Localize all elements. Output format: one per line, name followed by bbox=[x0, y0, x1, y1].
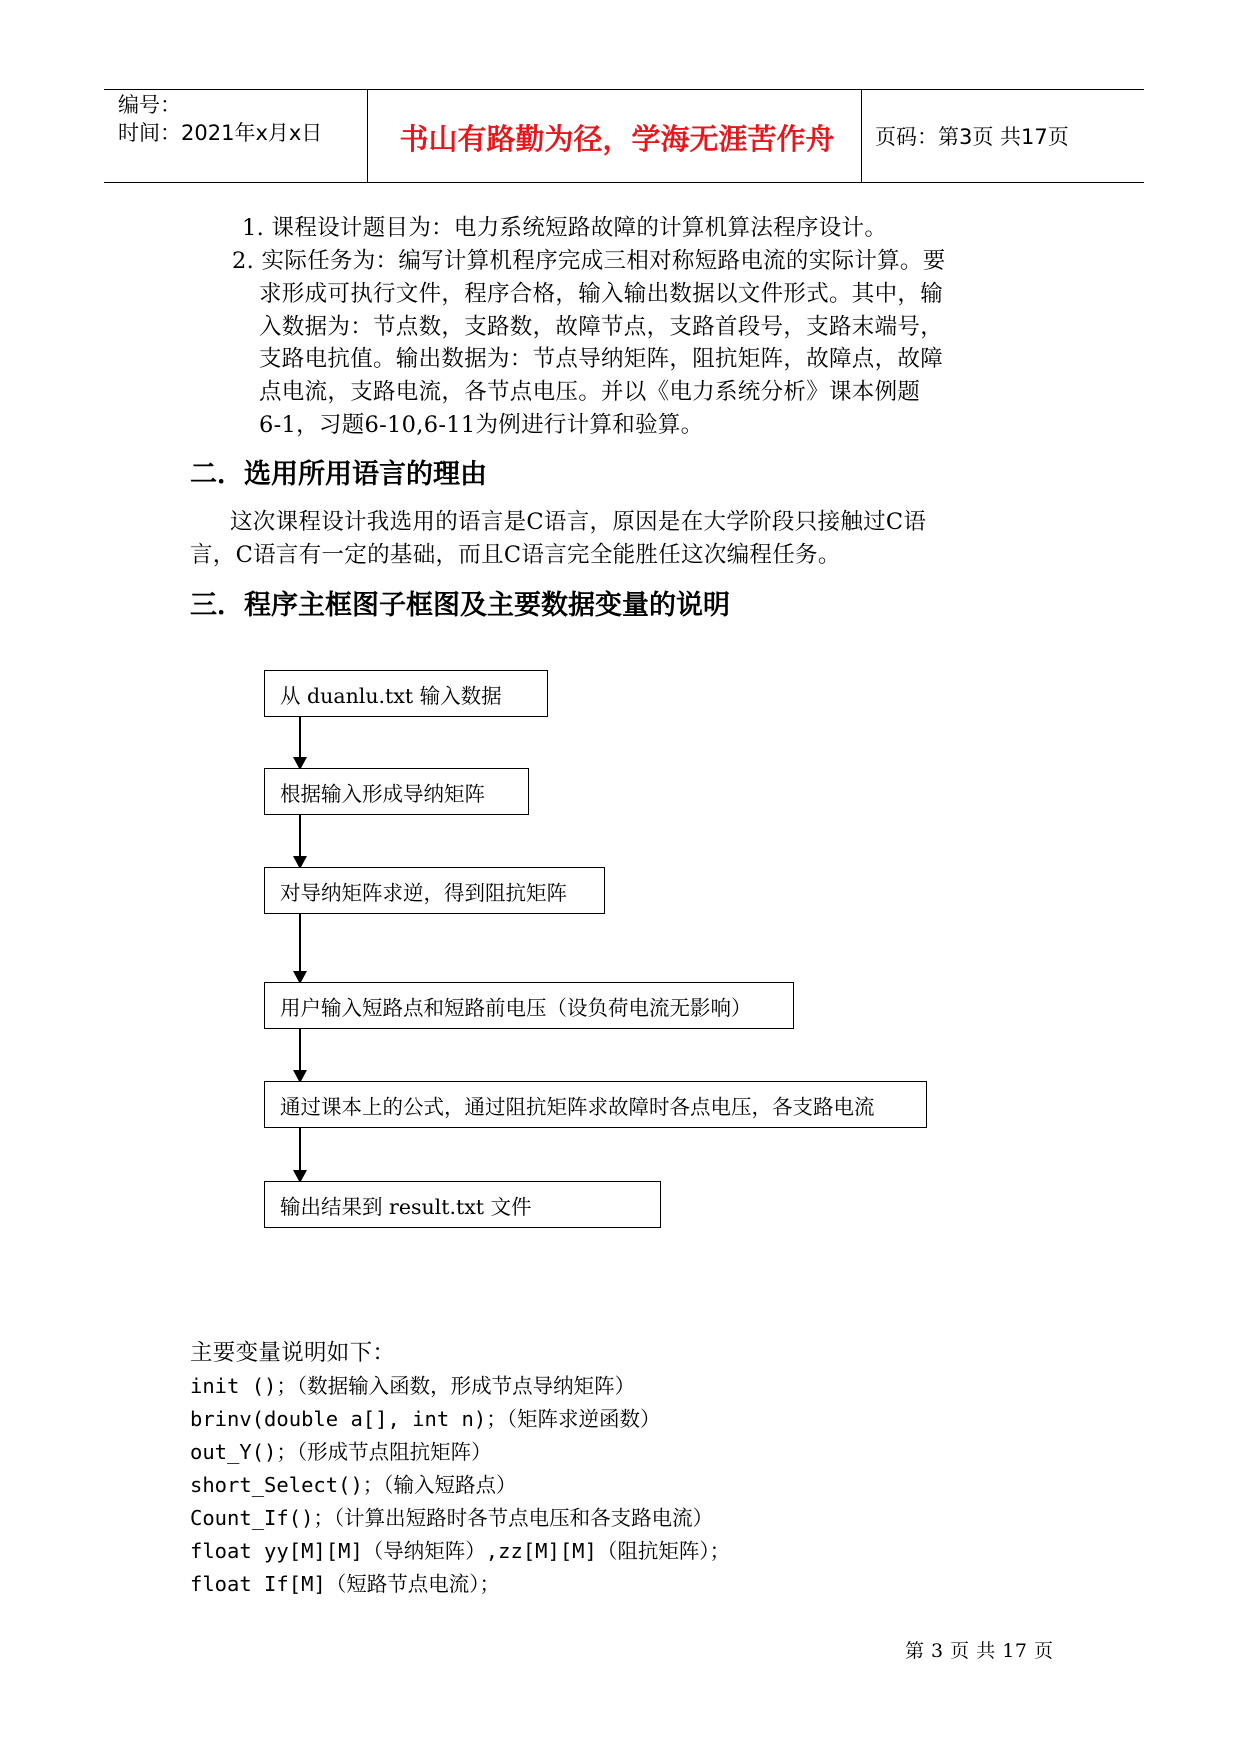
variable-line: out_Y()；（形成节点阻抗矩阵） bbox=[190, 1440, 492, 1464]
flowchart-step-1: 从 duanlu.txt 输入数据 bbox=[264, 670, 548, 717]
section-3-title: 三．程序主框图子框图及主要数据变量的说明 bbox=[190, 590, 730, 621]
variable-line: float yy[M][M]（导纳矩阵）,zz[M][M]（阻抗矩阵）； bbox=[190, 1539, 731, 1563]
intro-item-2-line: 入数据为：节点数，支路数，故障节点，支路首段号，支路末端号， bbox=[259, 314, 944, 340]
section-2-title: 二．选用所用语言的理由 bbox=[190, 459, 487, 490]
variable-line: brinv(double a[], int n)；（矩阵求逆函数） bbox=[190, 1407, 661, 1431]
header-top-border bbox=[104, 89, 1144, 90]
section-2-paragraph-line: 言，C语言有一定的基础，而且C语言完全能胜任这次编程任务。 bbox=[190, 542, 841, 568]
flowchart-arrow bbox=[299, 717, 301, 768]
intro-item-2-line: 求形成可执行文件，程序合格，输入输出数据以文件形式。其中，输 bbox=[259, 281, 944, 307]
flowchart-arrow bbox=[299, 1029, 301, 1081]
variable-line: Count_If()；（计算出短路时各节点电压和各支路电流） bbox=[190, 1506, 714, 1530]
flowchart-step-6: 输出结果到 result.txt 文件 bbox=[264, 1181, 661, 1228]
variable-line: init ()；（数据输入函数，形成节点导纳矩阵） bbox=[190, 1374, 636, 1398]
section-2-paragraph-line: 这次课程设计我选用的语言是C语言，原因是在大学阶段只接触过C语 bbox=[230, 509, 927, 535]
header-motto: 书山有路勤为径，学海无涯苦作舟 bbox=[399, 122, 835, 156]
flowchart-arrow bbox=[299, 914, 301, 982]
intro-item-2-line: 2. 实际任务为：编写计算机程序完成三相对称短路电流的实际计算。要 bbox=[232, 248, 946, 274]
footer-page-number: 第 3 页 共 17 页 bbox=[905, 1640, 1054, 1662]
intro-item-2-line: 点电流，支路电流，各节点电压。并以《电力系统分析》课本例题 bbox=[259, 379, 921, 405]
flowchart-step-3: 对导纳矩阵求逆，得到阻抗矩阵 bbox=[264, 867, 605, 914]
flowchart-step-5: 通过课本上的公式，通过阻抗矩阵求故障时各点电压，各支路电流 bbox=[264, 1081, 927, 1128]
variable-line: float If[M]（短路节点电流）； bbox=[190, 1572, 501, 1596]
variables-intro: 主要变量说明如下： bbox=[190, 1340, 396, 1366]
flowchart-arrow bbox=[299, 1128, 301, 1181]
header-number-label: 编号： bbox=[118, 93, 181, 117]
intro-item-2-line: 支路电抗值。输出数据为：节点导纳矩阵，阻抗矩阵，故障点，故障 bbox=[259, 346, 944, 372]
flowchart-step-2: 根据输入形成导纳矩阵 bbox=[264, 768, 529, 815]
header-divider-left bbox=[367, 90, 368, 183]
header-date: 时间：2021年x月x日 bbox=[118, 121, 323, 145]
header-page-label: 页码：第3页 共17页 bbox=[875, 125, 1069, 149]
intro-item-2-line: 6-1，习题6-10,6-11为例进行计算和验算。 bbox=[259, 412, 704, 438]
header-bottom-border bbox=[104, 182, 1144, 183]
flowchart-arrow bbox=[299, 815, 301, 867]
intro-item-1: 1. 课程设计题目为：电力系统短路故障的计算机算法程序设计。 bbox=[242, 215, 888, 241]
variable-line: short_Select()；（输入短路点） bbox=[190, 1473, 517, 1497]
flowchart-step-4: 用户输入短路点和短路前电压（设负荷电流无影响） bbox=[264, 982, 794, 1029]
